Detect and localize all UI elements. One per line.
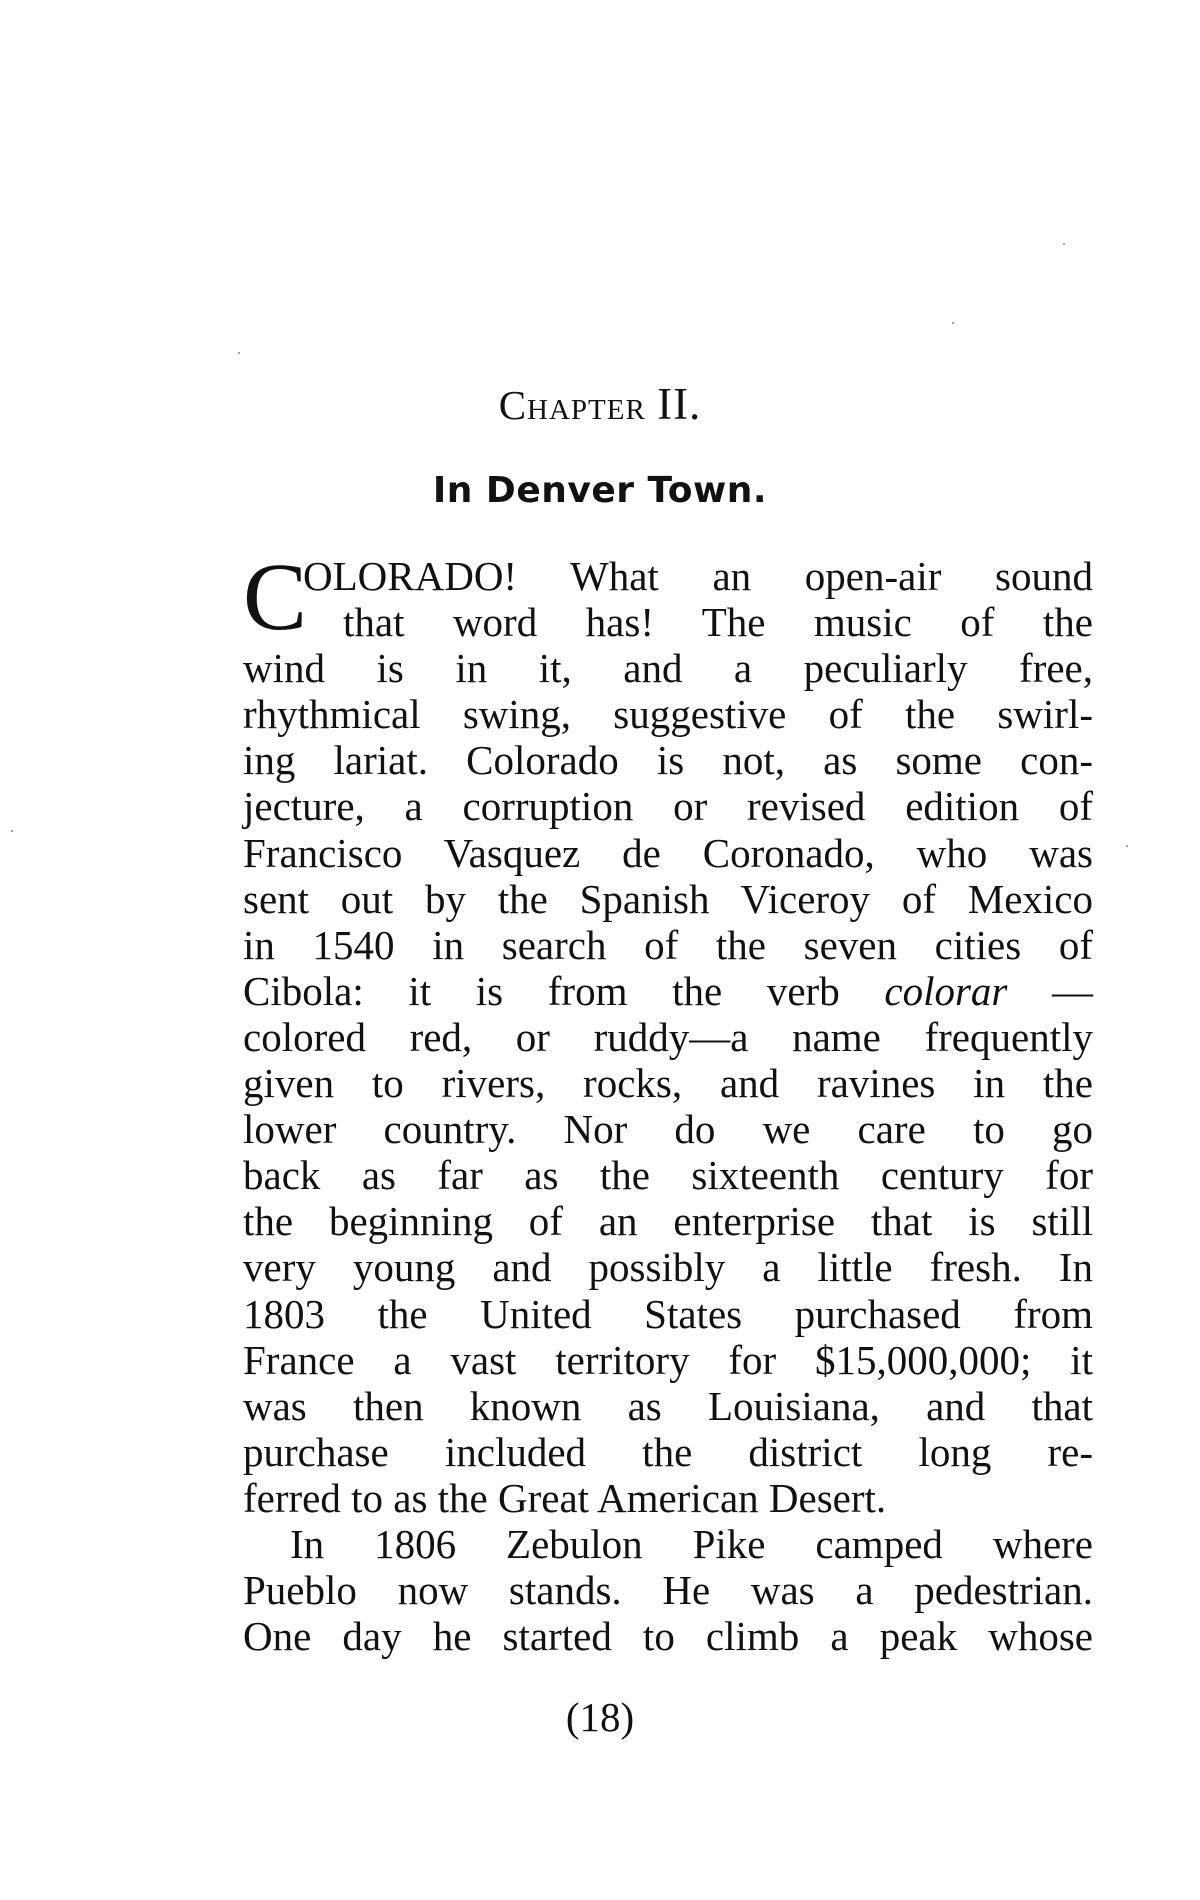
text-line: in 1540 in search of the seven cities of <box>243 921 1093 968</box>
text-line: ferred to as the Great American Desert. <box>243 1474 887 1521</box>
text-line: lower country. Nor do we care to go <box>243 1106 1093 1153</box>
text-line: very young and possibly a little fresh. In <box>243 1244 1093 1291</box>
line-text: Cibola: it is from the verb <box>243 967 840 1014</box>
scan-speck <box>238 352 240 354</box>
text-line: purchase included the district long re- <box>243 1428 1093 1475</box>
chapter-number: II. <box>657 379 702 429</box>
chapter-label: Chapter <box>498 382 646 428</box>
text-line: rhythmical swing, suggestive of the swirl- <box>243 691 1093 738</box>
scan-speck <box>952 322 954 324</box>
body-text <box>243 543 1094 1660</box>
drop-cap: C <box>243 543 308 650</box>
chapter-title: In Denver Town. <box>432 470 768 511</box>
text-line: given to rivers, rocks, and ravines in the <box>243 1060 1093 1107</box>
scan-speck <box>11 830 13 832</box>
page-number: (18) <box>565 1694 635 1740</box>
italic-word: colorar <box>884 967 1008 1014</box>
text-line: that word has! The music of the <box>343 599 1093 646</box>
text-line: ing lariat. Colorado is not, as some con- <box>243 737 1093 784</box>
scan-speck <box>1063 243 1065 245</box>
text-line: jecture, a corruption or revised edition of <box>243 783 1093 830</box>
text-line: Pueblo now stands. He was a pedestrian. <box>243 1567 1093 1614</box>
text-line: was then known as Louisiana, and that <box>243 1382 1093 1429</box>
text-line <box>243 968 1093 1014</box>
chapter-heading <box>0 378 1200 430</box>
text-line: sent out by the Spanish Viceroy of Mexico <box>243 875 1093 922</box>
scan-speck <box>1126 845 1128 847</box>
line-text-tail: — <box>1007 967 1094 1014</box>
text-line: In 1806 Zebulon Pike camped where <box>290 1520 1093 1567</box>
text-line: France a vast territory for $15,000,000; it <box>243 1336 1093 1383</box>
text-line: wind is in it, and a peculiarly free, <box>243 645 1093 692</box>
text-line: colored red, or ruddy—a name frequently <box>243 1013 1093 1060</box>
text-line: One day he started to climb a peak whose <box>243 1613 1093 1660</box>
text-line: the beginning of an enterprise that is still <box>243 1198 1093 1245</box>
text-line: 1803 the United States purchased from <box>243 1290 1093 1337</box>
text-line: Francisco Vasquez de Coronado, who was <box>243 829 1093 876</box>
text-line: back as far as the sixteenth century for <box>243 1152 1093 1199</box>
first-line-text: OLORADO! What an open-air sound <box>303 553 1093 599</box>
